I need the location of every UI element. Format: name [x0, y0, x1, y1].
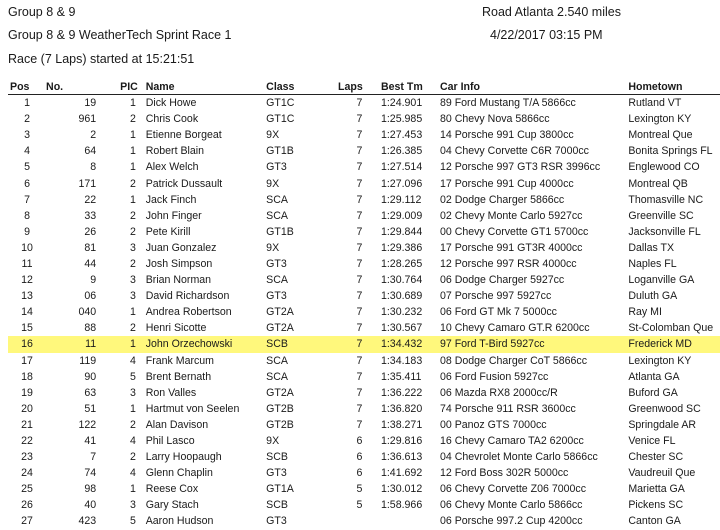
- cell-driver-name: John Finger: [145, 209, 202, 222]
- cell-car-info: 12 Porsche 997 GT3 RSR 3996cc: [439, 161, 601, 174]
- cell-driver-name: Pete Kirill: [145, 225, 191, 238]
- cell-driver-name: Glenn Chaplin: [145, 467, 213, 480]
- cell-laps: 7: [356, 193, 363, 206]
- cell-pos: 19: [21, 386, 33, 399]
- table-row: [8, 336, 720, 352]
- cell-class: SCB: [266, 499, 288, 512]
- cell-pos: 20: [21, 402, 33, 415]
- cell-driver-name: Larry Hoopaugh: [145, 451, 222, 464]
- cell-class: SCA: [266, 370, 288, 383]
- cell-car-number: 7: [90, 451, 97, 464]
- cell-best-time: 1:30.764: [380, 274, 423, 287]
- results-body: [8, 95, 720, 530]
- cell-pic: 4: [129, 354, 136, 367]
- table-row: [8, 369, 720, 385]
- table-row: [8, 320, 720, 336]
- cell-car-number: 63: [84, 386, 97, 399]
- cell-car-number: 98: [84, 483, 97, 496]
- cell-hometown: Buford GA: [628, 386, 678, 399]
- cell-class: GT1B: [266, 145, 294, 158]
- cell-laps: 5: [356, 483, 363, 496]
- cell-driver-name: Jack Finch: [145, 193, 197, 206]
- cell-car-number: 33: [84, 209, 97, 222]
- cell-pos: 15: [21, 322, 33, 335]
- cell-car-info: 06 Ford GT Mk 7 5000cc: [439, 306, 557, 319]
- cell-driver-name: Dick Howe: [145, 97, 197, 110]
- cell-car-number: 961: [78, 113, 97, 126]
- cell-car-info: 17 Porsche 991 Cup 4000cc: [439, 177, 574, 190]
- cell-pic: 3: [129, 386, 136, 399]
- cell-hometown: Venice FL: [628, 435, 676, 448]
- cell-class: GT1B: [266, 225, 294, 238]
- cell-driver-name: Hartmut von Seelen: [145, 402, 240, 415]
- cell-pos: 8: [24, 209, 30, 222]
- cell-laps: 5: [356, 499, 363, 512]
- cell-car-number: 8: [90, 161, 97, 174]
- race-info: Race (7 Laps) started at 15:21:51: [8, 52, 195, 66]
- table-row: [8, 353, 720, 369]
- cell-driver-name: Chris Cook: [145, 113, 199, 126]
- cell-laps: 7: [356, 386, 363, 399]
- cell-car-info: 06 Dodge Charger 5927cc: [439, 274, 565, 287]
- col-pos: Pos: [8, 80, 46, 95]
- cell-hometown: Dallas TX: [628, 241, 675, 254]
- cell-car-number: 22: [84, 193, 97, 206]
- cell-pos: 12: [21, 274, 33, 287]
- cell-best-time: 1:30.567: [380, 322, 423, 335]
- cell-hometown: Duluth GA: [628, 290, 678, 303]
- cell-best-time: 1:41.692: [380, 467, 423, 480]
- cell-pos: 17: [21, 354, 33, 367]
- cell-car-info: 06 Mazda RX8 2000cc/R: [439, 386, 558, 399]
- cell-car-number: 26: [84, 225, 97, 238]
- cell-class: GT2A: [266, 386, 294, 399]
- cell-best-time: 1:34.183: [380, 354, 423, 367]
- cell-pos: 26: [21, 499, 33, 512]
- cell-best-time: 1:29.112: [380, 193, 422, 206]
- cell-driver-name: Juan Gonzalez: [145, 241, 217, 254]
- cell-pos: 16: [8, 336, 46, 352]
- cell-driver-name: Andrea Robertson: [145, 306, 232, 319]
- cell-laps: 7: [356, 161, 363, 174]
- cell-class: GT2B: [266, 402, 294, 415]
- group-title: Group 8 & 9: [8, 5, 76, 19]
- cell-car-number: 19: [84, 97, 97, 110]
- cell-pos: 1: [24, 97, 30, 110]
- cell-driver-name: Etienne Borgeat: [145, 129, 222, 142]
- cell-best-time: 1:29.386: [380, 241, 423, 254]
- cell-car-info: 14 Porsche 991 Cup 3800cc: [439, 129, 574, 142]
- cell-best-time: 1:28.265: [380, 257, 423, 270]
- cell-best-time: 1:29.844: [380, 225, 423, 238]
- cell-car-number: 171: [78, 177, 97, 190]
- cell-hometown: Lexington KY: [628, 354, 692, 367]
- col-laps: Laps: [332, 80, 381, 95]
- cell-car-info: 10 Chevy Camaro GT.R 6200cc: [439, 322, 590, 335]
- cell-best-time: 1:27.096: [380, 177, 423, 190]
- cell-hometown: Naples FL: [628, 257, 677, 270]
- cell-class: 9X: [266, 435, 280, 448]
- table-row: [8, 481, 720, 497]
- cell-best-time: 1:29.009: [380, 209, 423, 222]
- cell-car-number: 74: [84, 467, 97, 480]
- cell-laps: 7: [356, 306, 363, 319]
- cell-laps: 7: [356, 209, 363, 222]
- cell-laps: 7: [356, 402, 363, 415]
- col-name: Name: [146, 80, 266, 95]
- cell-best-time: 1:35.411: [380, 370, 422, 383]
- cell-best-time: [381, 513, 440, 529]
- cell-driver-name: Alan Davison: [145, 418, 209, 431]
- cell-car-info: 06 Porsche 997.2 Cup 4200cc: [439, 515, 583, 528]
- cell-pic: 5: [129, 370, 136, 383]
- cell-pic: 4: [129, 435, 136, 448]
- table-row: [8, 143, 720, 159]
- cell-hometown: Jacksonville FL: [628, 225, 701, 238]
- cell-best-time: 1:36.820: [380, 402, 423, 415]
- cell-pic: 2: [129, 209, 136, 222]
- cell-pos: 23: [21, 451, 33, 464]
- cell-laps: 7: [356, 370, 363, 383]
- cell-car-number: 51: [84, 402, 97, 415]
- table-row: [8, 256, 720, 272]
- cell-laps: 7: [356, 354, 363, 367]
- cell-laps: 7: [356, 274, 363, 287]
- cell-pic: 1: [120, 336, 146, 352]
- col-pic: PIC: [120, 80, 146, 95]
- table-row: [8, 159, 720, 175]
- cell-pos: 18: [21, 370, 33, 383]
- cell-car-number: 2: [90, 129, 97, 142]
- cell-hometown: Bonita Springs FL: [628, 145, 713, 158]
- cell-pos: 24: [21, 467, 33, 480]
- cell-laps: 7: [356, 290, 363, 303]
- cell-hometown: Marietta GA: [628, 483, 685, 496]
- cell-hometown: Englewood CO: [628, 161, 700, 174]
- cell-class: GT3: [266, 161, 287, 174]
- cell-pic: 2: [129, 113, 136, 126]
- table-row: [8, 449, 720, 465]
- cell-class: GT2A: [266, 306, 294, 319]
- cell-laps: 7: [332, 336, 381, 352]
- cell-car-number: 9: [90, 274, 97, 287]
- cell-pic: 1: [129, 97, 136, 110]
- cell-best-time: 1:36.613: [380, 451, 423, 464]
- table-row: [8, 304, 720, 320]
- cell-pos: 4: [24, 145, 30, 158]
- cell-pic: 1: [129, 306, 136, 319]
- cell-driver-name: Patrick Dussault: [145, 177, 223, 190]
- cell-pic: 3: [129, 499, 136, 512]
- table-row: [8, 240, 720, 256]
- cell-laps: 7: [356, 97, 363, 110]
- cell-pos: 14: [21, 306, 33, 319]
- cell-car-number: 040: [78, 306, 97, 319]
- cell-driver-name: Brent Bernath: [145, 370, 212, 383]
- cell-hometown: Frederick MD: [628, 336, 720, 352]
- cell-car-info: 16 Chevy Camaro TA2 6200cc: [439, 435, 584, 448]
- cell-car-info: 04 Chevy Corvette C6R 7000cc: [439, 145, 589, 158]
- cell-laps: 7: [356, 145, 363, 158]
- cell-hometown: Greenville SC: [628, 209, 694, 222]
- cell-driver-name: Frank Marcum: [145, 354, 214, 367]
- cell-hometown: Montreal Que: [628, 129, 693, 142]
- cell-hometown: Atlanta GA: [628, 370, 680, 383]
- cell-class: GT3: [266, 515, 287, 528]
- cell-pic: 2: [129, 322, 136, 335]
- cell-class: 9X: [266, 177, 280, 190]
- cell-pic: 1: [129, 402, 136, 415]
- cell-best-time: 1:58.966: [380, 499, 423, 512]
- table-row: [8, 465, 720, 481]
- cell-best-time: 1:38.271: [380, 418, 423, 431]
- col-no: No.: [46, 80, 120, 95]
- cell-car-number: 423: [78, 515, 97, 528]
- col-class: Class: [266, 80, 332, 95]
- cell-hometown: Canton GA: [628, 515, 681, 528]
- cell-driver-name: Alex Welch: [145, 161, 199, 174]
- cell-car-number: 122: [78, 418, 97, 431]
- cell-pos: 21: [21, 418, 33, 431]
- cell-pic: 1: [129, 193, 136, 206]
- cell-laps: 6: [356, 451, 363, 464]
- cell-driver-name: Robert Blain: [145, 145, 205, 158]
- cell-laps: 6: [356, 435, 363, 448]
- cell-driver-name: Henri Sicotte: [145, 322, 207, 335]
- cell-class: 9X: [266, 241, 280, 254]
- cell-hometown: Springdale AR: [628, 418, 697, 431]
- cell-pic: 3: [129, 290, 136, 303]
- cell-pic: 2: [129, 257, 136, 270]
- cell-laps: 7: [356, 225, 363, 238]
- cell-pos: 25: [21, 483, 33, 496]
- results-table: [8, 80, 720, 530]
- cell-laps: 7: [356, 113, 363, 126]
- cell-laps: 7: [356, 322, 363, 335]
- cell-hometown: Vaudreuil Que: [628, 467, 696, 480]
- cell-driver-name: Josh Simpson: [145, 257, 213, 270]
- table-row: [8, 175, 720, 191]
- cell-laps: 7: [356, 177, 363, 190]
- cell-pic: 1: [129, 483, 136, 496]
- col-best-time: Best Tm: [381, 80, 440, 95]
- cell-pic: 3: [129, 241, 136, 254]
- cell-car-info: 97 Ford T-Bird 5927cc: [440, 336, 628, 352]
- cell-pic: 4: [129, 467, 136, 480]
- cell-car-info: 06 Ford Fusion 5927cc: [439, 370, 549, 383]
- cell-car-number: 40: [84, 499, 97, 512]
- cell-best-time: 1:36.222: [380, 386, 423, 399]
- cell-class: GT2A: [266, 322, 294, 335]
- cell-best-time: 1:34.432: [381, 336, 440, 352]
- cell-laps: 7: [356, 418, 363, 431]
- cell-pic: 1: [129, 145, 136, 158]
- cell-car-number: 64: [84, 145, 97, 158]
- cell-best-time: 1:25.985: [380, 113, 423, 126]
- cell-pos: 22: [21, 435, 33, 448]
- race-name: Group 8 & 9 WeatherTech Sprint Race 1: [8, 28, 232, 42]
- cell-pos: 2: [24, 113, 30, 126]
- col-car-info: Car Info: [440, 80, 628, 95]
- track-name: Road Atlanta 2.540 miles: [482, 5, 621, 19]
- cell-car-info: 08 Dodge Charger CoT 5866cc: [439, 354, 587, 367]
- cell-hometown: St-Colomban Que: [628, 322, 714, 335]
- table-row: [8, 385, 720, 401]
- cell-class: GT3: [266, 290, 287, 303]
- cell-car-number: 44: [84, 257, 97, 270]
- cell-hometown: Thomasville NC: [628, 193, 704, 206]
- cell-car-info: 04 Chevrolet Monte Carlo 5866cc: [439, 451, 598, 464]
- cell-hometown: Rutland VT: [628, 97, 682, 110]
- cell-best-time: 1:26.385: [380, 145, 423, 158]
- table-row: [8, 417, 720, 433]
- cell-class: GT3: [266, 257, 287, 270]
- col-hometown: Hometown: [628, 80, 720, 95]
- cell-laps: 7: [356, 241, 363, 254]
- cell-class: GT3: [266, 467, 287, 480]
- cell-car-info: 74 Porsche 911 RSR 3600cc: [439, 402, 576, 415]
- cell-pos: 7: [24, 193, 30, 206]
- table-row: [8, 497, 720, 513]
- table-row: [8, 111, 720, 127]
- cell-car-info: 06 Chevy Monte Carlo 5866cc: [439, 499, 583, 512]
- cell-best-time: 1:29.816: [380, 435, 423, 448]
- cell-car-info: 12 Ford Boss 302R 5000cc: [439, 467, 569, 480]
- cell-pos: 3: [24, 129, 30, 142]
- cell-hometown: Loganville GA: [628, 274, 695, 287]
- cell-car-info: 89 Ford Mustang T/A 5866cc: [439, 97, 576, 110]
- cell-pos: 5: [24, 161, 30, 174]
- cell-hometown: Montreal QB: [628, 177, 688, 190]
- table-row: [8, 127, 720, 143]
- cell-car-info: 00 Chevy Corvette GT1 5700cc: [439, 225, 589, 238]
- cell-hometown: Chester SC: [628, 451, 684, 464]
- cell-pic: 2: [129, 451, 136, 464]
- cell-class: GT1C: [266, 97, 295, 110]
- cell-pos: 6: [24, 177, 30, 190]
- cell-pos: 27: [21, 515, 33, 528]
- cell-driver-name: David Richardson: [145, 290, 230, 303]
- cell-hometown: Greenwood SC: [628, 402, 701, 415]
- cell-laps: 7: [356, 129, 363, 142]
- table-row: [8, 401, 720, 417]
- cell-driver-name: Brian Norman: [145, 274, 212, 287]
- cell-best-time: 1:24.901: [380, 97, 423, 110]
- cell-class: SCB: [266, 451, 288, 464]
- cell-class: GT1C: [266, 113, 295, 126]
- cell-driver-name: Gary Stach: [145, 499, 199, 512]
- cell-driver-name: Reese Cox: [145, 483, 199, 496]
- cell-pos: 9: [24, 225, 30, 238]
- cell-class: SCA: [266, 193, 288, 206]
- cell-car-info: 12 Porsche 997 RSR 4000cc: [439, 257, 577, 270]
- cell-car-info: 02 Chevy Monte Carlo 5927cc: [439, 209, 583, 222]
- cell-best-time: 1:27.514: [380, 161, 423, 174]
- table-header-row: [8, 80, 720, 95]
- table-row: [8, 288, 720, 304]
- cell-best-time: 1:30.012: [380, 483, 423, 496]
- cell-pic: 5: [129, 515, 136, 528]
- cell-car-number: 11: [46, 336, 120, 352]
- cell-class: SCA: [266, 209, 288, 222]
- cell-car-info: 80 Chevy Nova 5866cc: [439, 113, 550, 126]
- cell-hometown: Ray MI: [628, 306, 662, 319]
- cell-car-info: 07 Porsche 997 5927cc: [439, 290, 552, 303]
- cell-car-info: 06 Chevy Corvette Z06 7000cc: [439, 483, 587, 496]
- table-row: [8, 95, 720, 112]
- cell-laps: 7: [356, 257, 363, 270]
- cell-car-number: 06: [84, 290, 97, 303]
- cell-car-info: 00 Panoz GTS 7000cc: [439, 418, 547, 431]
- cell-car-number: 81: [84, 241, 97, 254]
- cell-class: SCA: [266, 354, 288, 367]
- cell-pic: 1: [129, 129, 136, 142]
- cell-driver-name: Ron Valles: [145, 386, 197, 399]
- cell-driver-name: Aaron Hudson: [145, 515, 214, 528]
- table-row: [8, 272, 720, 288]
- cell-pic: 2: [129, 418, 136, 431]
- cell-pic: 2: [129, 225, 136, 238]
- table-row: [8, 224, 720, 240]
- report-datetime: 4/22/2017 03:15 PM: [490, 28, 603, 42]
- cell-car-number: 88: [84, 322, 97, 335]
- cell-car-number: 90: [84, 370, 97, 383]
- table-row: [8, 208, 720, 224]
- cell-laps: [332, 513, 381, 529]
- cell-pos: 11: [21, 257, 33, 270]
- cell-pic: 3: [129, 274, 136, 287]
- cell-car-number: 119: [79, 354, 97, 367]
- cell-class: GT2B: [266, 418, 294, 431]
- cell-laps: 6: [356, 467, 363, 480]
- cell-pic: 1: [129, 161, 136, 174]
- cell-hometown: Lexington KY: [628, 113, 692, 126]
- cell-class: SCB: [266, 336, 332, 352]
- cell-car-info: 02 Dodge Charger 5866cc: [439, 193, 565, 206]
- cell-best-time: 1:27.453: [380, 129, 423, 142]
- cell-pic: 2: [129, 177, 136, 190]
- table-row: [8, 433, 720, 449]
- cell-hometown: Pickens SC: [628, 499, 684, 512]
- cell-pos: 13: [21, 290, 33, 303]
- table-row: [8, 513, 720, 529]
- cell-car-number: 41: [84, 435, 97, 448]
- cell-driver-name: Phil Lasco: [145, 435, 195, 448]
- cell-car-info: 17 Porsche 991 GT3R 4000cc: [439, 241, 583, 254]
- table-row: [8, 192, 720, 208]
- cell-class: 9X: [266, 129, 280, 142]
- cell-best-time: 1:30.689: [380, 290, 423, 303]
- cell-pos: 10: [21, 241, 33, 254]
- cell-class: SCA: [266, 274, 288, 287]
- cell-driver-name: John Orzechowski: [146, 336, 266, 352]
- cell-best-time: 1:30.232: [380, 306, 423, 319]
- cell-class: GT1A: [266, 483, 294, 496]
